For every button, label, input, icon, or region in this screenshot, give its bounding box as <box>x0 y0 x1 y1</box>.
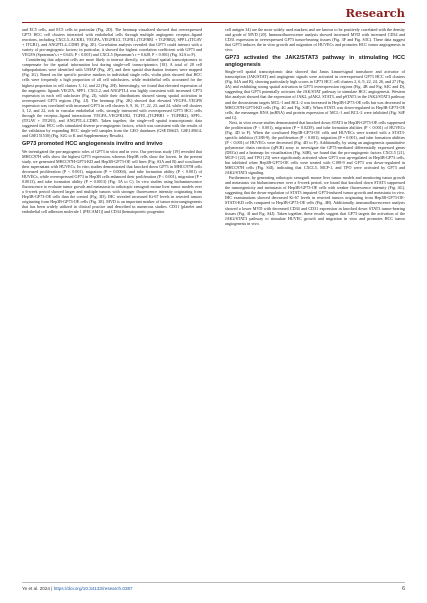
body-paragraph: Next, in vitro rescue studies demonstrated that knocked down STAT3 in Hep3B-GP73-OE cells suppressed the proliferation (P < 0.001), migration (P = 0.0239), and tube formation abilities (P < 0.001) of HUVECs (Fig. 4D to F). When the cocultured Hep3B-GP73-OE cells and HUVECs were treated with a STAT3-specific inhibitor (C188-9), the proliferation (P < 0.001), migration (P = 0.001), and tube formation abilities (P < 0.001) of HUVECs were decreased (Fig. 4D to F). Additionally, by using an angiogenesis quantitative polymerase chain reaction (qPCR) array to investigate the GP73-mediated differentially expressed genes (DEGs) and a heatmap for visualization (Fig. S4H), we found that the pro-angiogenic factors CXCL5 [21], MCP-1 [22], and TPO [23] were significantly activated when GP73 was up-regulated in Hep3B-GP73 cells, but inhibited when Hep3B-GP73-OE cells were treated with C188-9 and GP73 was down-regulated in MHCC97H cells (Fig. S4I), indicating that CXCL5, MCP-1, and TPO were activated by GP73 and JAK2/STAT3 signaling. <box>225 119 405 176</box>
body-paragraph: Considering that adjacent cells are more likely to interact directly, we utilized spatial transcriptomics to compensate for the spatial information lost during single-cell transcriptomics [18]. A total of 28 cell subpopulations were identified with UMAP (Fig. 2F), and their spatial distribution features were mapped (Fig. 2G). Based on the specific positive markers in individual single cells, violin plots showed that HCC cells were frequently a high proportion of all cell subclusters, while endothelial cells accounted for the highest proportion in cell clusters 3, 12, and 22 (Fig. 2H). Interestingly, we found that elevated expression of the angiogenic ligands VEGFA, SPP1, CXCL2, and ANGPTL4 was highly consistent with increased GP73 expression in each cell subcluster (Fig. 2I), while their distributions showed strong spatial activation in overexpressed GP73 regions (Fig. 2J). The heatmap (Fig. 2K) showed that elevated VEGFA–VEGFR expression was correlated with increased GP73 in cell clusters 6, 9, 16, 17, 22, 23, and 24, while cell clusters 3, 12, and 22, rich in vascular endothelial cells, strongly interacted with overexpressed GP73 HCC cells through the receptor–ligand interactions VEGFA–VEGFR1/R2, TGFB1–(TGFBR1 + TGFBR2), SPP1–(ITGAV + ITGB1), and ANGPTL4–CDH5. Taken together, the single-cell spatial transcriptomic data suggested that HCC cells stimulated diverse pro-angiogenic factors, which was consistent with the results of the validation by expanding HCC single-cell samples from the GEO databases (GSE156625, GSE149614, and GSE151530) (Fig. S2G to K and Supplementary Results). <box>22 57 202 138</box>
page-number: 6 <box>402 586 405 592</box>
right-column <box>225 27 405 226</box>
page-footer <box>22 586 405 596</box>
header-divider <box>22 22 405 23</box>
footer-citation <box>22 586 133 591</box>
left-column <box>22 27 202 214</box>
body-paragraph: cell antigen 34) are the most widely used markers and are known to be positively correlated with the density and grade of MVD [20]. Immunofluorescence analysis showed increased MVD with increased CD34 and CD31 expression in overexpressed GP73 tumor-bearing tissues (Fig. 3F and Fig. S3C). These data suggest that GP73 induces the in vitro growth and migration of HUVECs and promotes HCC tumor angiogenesis in vivo. <box>225 27 405 53</box>
journal-section-title: Research <box>345 6 405 20</box>
footer-divider <box>22 582 405 583</box>
body-paragraph: Single-cell spatial transcriptomic data showed that Janus kinase/signal transducer and activator of transcription (JAK/STAT) and angiogenic signals were activated in overexpressed GP73 HCC cell clusters (Fig. S4A and B), showing particularly high scores in GP73 HCC cell clusters 2, 6, 9, 22, 24, 26, and 27 (Fig. 4A) and exhibiting strong spatial activation in GP73 overexpression regions (Fig. 4B and Fig. S4C and D), suggesting that GP73 potentially activates the JAK/STAT pathway to stimulate HCC angiogenesis. Western blot analysis showed that the expression of JAK2, pJAK2, STAT3, and pSTAT3 in the JAK2/STAT3 pathway and the downstream targets MCL-1 and BCL-2 was increased in Hep3B-GP73-OE cells but was decreased in MHCC97H-GP73-KD cells (Fig. 4C and Fig. S4E). When STAT3 was down-regulated in Hep3B-GP73-OE cells, the messenger RNA (mRNA) and protein expression of MCL-1 and BCL-2 were inhibited (Fig. S4F and G). <box>225 69 405 120</box>
section-heading: GP73 promoted HCC angiogenesis invitro and invivo <box>22 141 163 148</box>
body-paragraph: and EC5 cells, and EC5 cells in particular (Fig. 2D). The heatmap visualized showed that overexpressed GP73 HCC cell clusters interacted with endothelial cells through multiple angiogenic receptor–ligand reactions, including CXCL5–ACKR1, VEGFA–VEGFR1/2, TGFB1–(TGFBR1 + TGFBR2), SPP1–(ITGAV + ITGB1), and ANGPTL4–CDH5 (Fig. 2E). Correlation analysis revealed that GP73 could interact with a variety of pro-angiogenic factors; in particular, it showed the highest correlation coefficient with GP73 and VEGFA (Spearman’s r = 0.643; P < 0.001) and CXCL5 (Spearman’s r = 0.628, P < 0.001) (Fig. S2A to F). <box>22 27 202 58</box>
doi-link[interactable]: https://doi.org/10.34133/research.0387 <box>53 586 133 591</box>
page-header <box>0 0 427 22</box>
body-paragraph: We investigated the pro-angiogenic roles of GP73 in vitro and in vivo. Our previous study [19] revealed that MHCC97H cells show the highest GP73 expression, whereas Hep3B cells show the lowest. In the present study, we generated MHCC97H-GP73-KD and Hep3B-GP73-OE cell lines (Fig. S3A and B) and cocultured their supernatant with HUVECs. In vitro studies demonstrated that knocked down GP73 in MHCC97H cells decreased proliferation (P < 0.001), migration (P = 0.0004), and tube formation ability (P < 0.001) of HUVECs, while overexpressed GP73 in Hep3B cells enhanced their proliferation (P < 0.001), migration (P = 0.0013), and tube formation ability (P = 0.0013) (Fig. 3A to C). In vivo studies using bioluminescence fluorescence to evaluate tumor growth and metastasis in orthotopic xenograft mouse liver tumor models over a 6-week period showed larger and multiple tumors with stronger fluorescence intensity originating from Hep3B-GP73-OE cells than the control (Fig. 3D). IHC revealed increased Ki-67 levels in resected tumors originating from Hep3B-GP73-OE cells (Fig. 3E). MVD is an important marker of tumor microangiogenesis that has been widely utilized in clinical practice and described in numerous studies. CD31 [platelet and endothelial cell adhesion molecule 1 (PECAM1)] and CD34 (hematopoietic progenitor <box>22 148 202 215</box>
section-heading: GP73 activated the JAK2/STAT3 pathway in stimulating HCC angiogenesis <box>225 55 405 68</box>
body-paragraph: Furthermore, by generating orthotopic xenograft mouse liver tumor models and monitoring tumor growth and metastasis via bioluminescence over a 6-week period, we found that knocked down STAT3 suppressed the tumorigenicity and metastasis of Hep3B-GP73-OE cells with weaker fluorescence intensity (Fig. 4G), suggesting that the down-regulation of STAT3 impaired GP73-induced tumor growth and metastasis in vivo. IHC examinations showed decreased Ki-67 levels in resected tumors originating from Hep3B-GP73-OE-STAT3-KD cells compared to Hep3B-GP73-OE cells (Fig. 4H). Additionally, immunofluorescence analysis showed a lower MVD with decreased CD34 and CD31 expression in knocked down STAT3 tumor-bearing tissues (Fig. 4I and Fig. S4J). Taken together, these results suggest that GP73 targets the activation of the JAK2/STAT3 pathway to stimulate HUVEC growth and migration in vitro and promotes HCC tumor angiogenesis in vivo. <box>225 175 405 226</box>
citation-text: Ye et al. 2024 | <box>22 586 54 591</box>
